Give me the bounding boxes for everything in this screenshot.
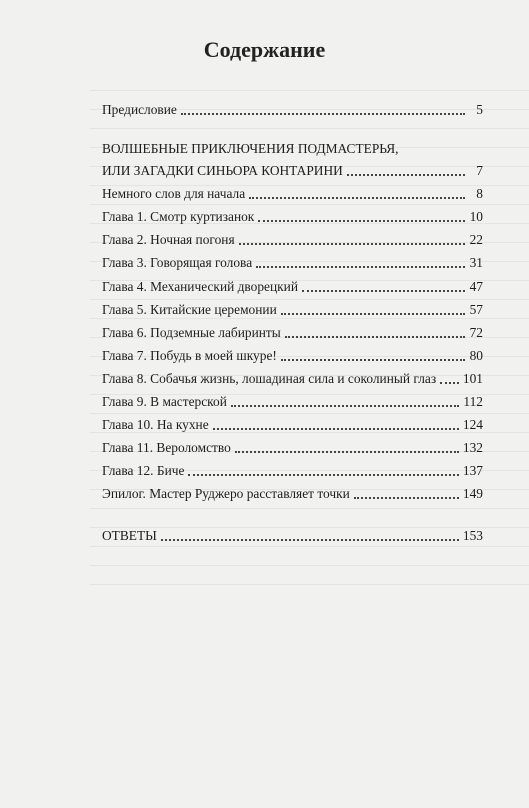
dot-leader — [231, 405, 460, 407]
toc-entry — [102, 416, 483, 434]
toc-entry-title: Глава 1. Смотр куртизанок — [102, 209, 255, 225]
toc-entry-page: 57 — [469, 301, 483, 317]
toc-entry — [102, 393, 483, 411]
dot-leader — [285, 336, 465, 338]
toc-entry-answers — [102, 527, 483, 545]
toc-entry-title: Глава 12. Биче — [102, 463, 185, 479]
toc-entry-page: 10 — [469, 209, 483, 225]
toc-entry-title: Глава 10. На кухне — [102, 417, 209, 433]
toc-entry — [102, 485, 483, 503]
toc-entry-page: 31 — [469, 255, 483, 271]
toc-entry-page: 124 — [462, 417, 483, 433]
toc-entry — [102, 439, 483, 457]
toc-entry-title: Глава 6. Подземные лабиринты — [102, 324, 281, 340]
dot-leader — [354, 497, 459, 499]
toc-entry — [102, 370, 483, 388]
chapter-list — [102, 185, 483, 503]
toc-entry-title: Глава 2. Ночная погоня — [102, 232, 235, 248]
page-title: Содержание — [203, 37, 326, 62]
section-title-line2: ИЛИ ЗАГАДКИ СИНЬОРА КОНТАРИНИ — [102, 163, 343, 179]
dot-leader — [256, 266, 465, 268]
toc-entry — [102, 185, 483, 203]
toc-entry-title: Немного слов для начала — [102, 186, 246, 202]
dot-leader — [161, 539, 459, 541]
dot-leader — [302, 290, 465, 292]
toc-entry-title: Глава 11. Вероломство — [102, 440, 231, 456]
toc-entry — [102, 462, 483, 480]
toc-entry-page: 80 — [469, 347, 483, 363]
dot-leader — [281, 313, 465, 315]
dot-leader — [440, 382, 459, 384]
toc-entry-title: Глава 8. Собачья жизнь, лошадиная сила и соколиный глаз — [102, 370, 437, 386]
dot-leader — [188, 474, 458, 476]
toc-entry — [102, 347, 483, 365]
toc-entry-page: 47 — [469, 278, 483, 294]
toc-entry — [102, 208, 483, 226]
toc-entry — [102, 278, 483, 296]
dot-leader — [347, 174, 465, 176]
toc-entry-page: 153 — [462, 527, 483, 543]
toc-entry-preface — [102, 101, 483, 119]
toc-entry-title: Глава 4. Механический дворецкий — [102, 278, 299, 294]
toc-entry-title: Глава 7. Побудь в моей шкуре! — [102, 347, 277, 363]
toc-entry-title: Глава 5. Китайские церемонии — [102, 301, 277, 317]
toc-entry — [102, 301, 483, 319]
toc-entry-page: 101 — [462, 370, 483, 386]
toc-entry-page: 5 — [476, 102, 483, 117]
toc-entry-page: 22 — [469, 232, 483, 248]
dot-leader — [235, 451, 459, 453]
table-of-contents — [102, 101, 483, 550]
toc-entry-page: 149 — [462, 486, 483, 502]
toc-entry-page: 72 — [469, 324, 483, 340]
section-title-line2-row — [102, 162, 483, 180]
toc-entry-title: ОТВЕТЫ — [102, 527, 157, 543]
toc-entry-page: 132 — [462, 440, 483, 456]
toc-entry-title: Глава 3. Говорящая голова — [102, 255, 253, 271]
dot-leader — [249, 197, 465, 199]
toc-entry-page: 7 — [476, 163, 483, 179]
toc-entry-title: Глава 9. В мастерской — [102, 394, 227, 410]
toc-entry-page: 112 — [463, 394, 483, 410]
toc-entry-title: Предисловие — [102, 102, 177, 117]
dot-leader — [213, 428, 459, 430]
dot-leader — [258, 220, 465, 222]
section-title-line1: ВОЛШЕБНЫЕ ПРИКЛЮЧЕНИЯ ПОДМАСТЕРЬЯ, — [102, 141, 399, 157]
toc-entry-title: Эпилог. Мастер Руджеро расставляет точки — [102, 486, 350, 502]
toc-entry-page: 137 — [462, 463, 483, 479]
dot-leader — [181, 113, 465, 115]
toc-entry-page: 8 — [476, 186, 483, 202]
toc-entry — [102, 254, 483, 272]
dot-leader — [281, 359, 465, 361]
toc-entry — [102, 231, 483, 249]
dot-leader — [239, 243, 465, 245]
toc-entry — [102, 324, 483, 342]
